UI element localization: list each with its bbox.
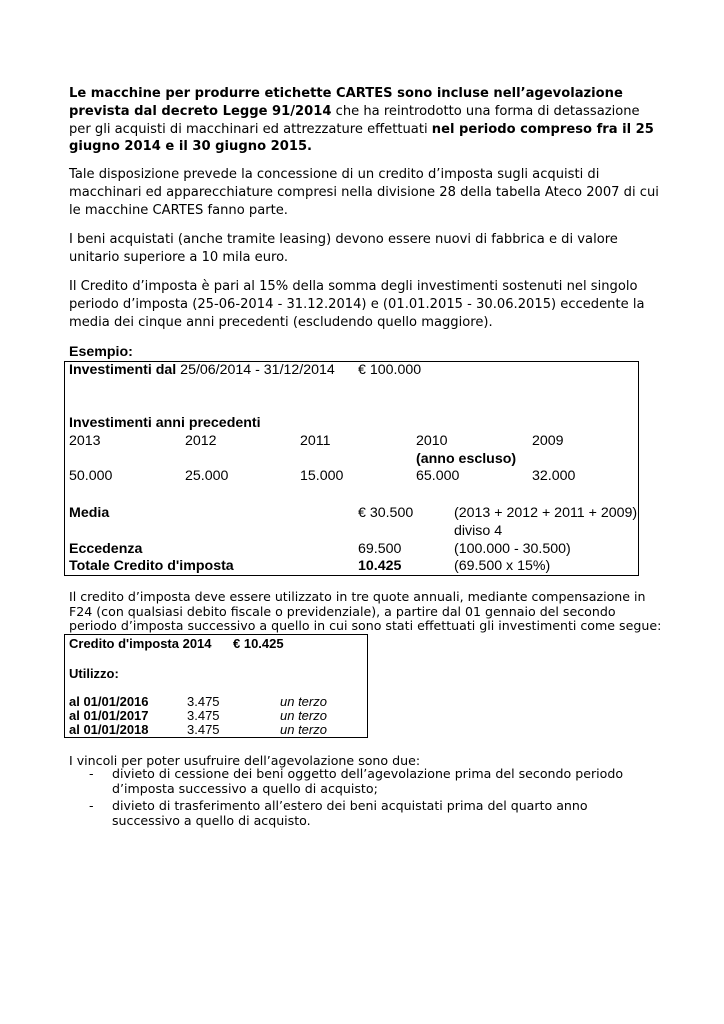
usage-amount: 3.475	[187, 708, 220, 723]
constraint-item: divieto di cessione dei beni oggetto dell’agevolazione prima del secondo periodo d’imposta successivo a quello di acquisto;	[112, 766, 624, 796]
investments-row	[69, 362, 335, 379]
usage-date: al 01/01/2016	[69, 694, 149, 709]
excluded-year-note: (anno escluso)	[416, 451, 517, 467]
bullet-dash: -	[89, 766, 94, 781]
paragraph-credito: Il Credito d’imposta è pari al 15% della somma degli investimenti sostenuti nel singolo periodo d’imposta (25-06-2014 - 31.12.2014) e (01.01.2015 - 30.06.2015) eccedente la media dei cinque anni precedenti (escludendo quello maggiore).	[69, 279, 645, 330]
year-cell: 2013	[69, 433, 101, 449]
usage-date: al 01/01/2017	[69, 708, 149, 723]
total-credit-label: Totale Credito d'imposta	[69, 558, 234, 574]
total-credit-formula: (69.500 x 15%)	[454, 558, 551, 574]
year-cell: 2012	[185, 433, 217, 449]
amount-cell: 50.000	[69, 468, 113, 484]
usage-amount: 3.475	[187, 722, 220, 737]
eccedenza-formula: (100.000 - 30.500)	[454, 541, 571, 557]
paragraph-vincoli: I vincoli per poter usufruire dell’agevolazione sono due:	[69, 753, 421, 768]
investments-period: 25/06/2014 - 31/12/2014	[176, 362, 335, 378]
media-formula: (2013 + 2012 + 2011 + 2009)	[454, 505, 638, 521]
eccedenza-label: Eccedenza	[69, 541, 143, 557]
media-value: € 30.500	[358, 505, 414, 521]
paragraph-utilizzo: Il credito d’imposta deve essere utilizzato in tre quote annuali, mediante compensazione in F24 (con qualsiasi debito fiscale o previdenziale), a partire dal 01 gennaio del secondo periodo d’imposta successivo a quello in cui sono stati effettuati gli investimenti come segue:	[69, 589, 662, 634]
media-formula-divisor: diviso 4	[454, 523, 503, 539]
usage-note: un terzo	[280, 694, 327, 709]
credit-label: Credito d'imposta 2014	[69, 636, 212, 651]
intro-bold-1: Le macchine per produrre etichette CARTES sono incluse nell’agevolazione prevista dal decreto Legge 91/2014	[69, 86, 623, 119]
investments-value: € 100.000	[358, 362, 422, 378]
eccedenza-value: 69.500	[358, 541, 402, 557]
year-cell: 2011	[300, 433, 331, 449]
intro-paragraph	[69, 85, 659, 156]
previous-years-label: Investimenti anni precedenti	[69, 415, 261, 431]
usage-date: al 01/01/2018	[69, 722, 149, 737]
amount-cell: 65.000	[416, 468, 460, 484]
usage-note: un terzo	[280, 708, 327, 723]
media-label: Media	[69, 505, 110, 521]
paragraph-beni: I beni acquistati (anche tramite leasing) devono essere nuovi di fabbrica e di valore unitario superiore a 10 mila euro.	[69, 232, 618, 265]
intro-bold-2: nel periodo compreso fra il 25 giugno 2014 e il 30 giugno 2015.	[69, 121, 654, 155]
year-cell: 2009	[532, 433, 564, 449]
usage-label: Utilizzo:	[69, 666, 119, 681]
constraint-item: divieto di trasferimento all’estero dei beni acquistati prima del quarto anno successivo a quello di acquisto.	[112, 798, 588, 828]
credit-value: € 10.425	[233, 636, 284, 651]
bullet-dash: -	[89, 798, 94, 813]
paragraph-disposizione: Tale disposizione prevede la concessione di un credito d’imposta sugli acquisti di macchinari ed apparecchiature compresi nella divisione 28 della tabella Ateco 2007 di cui le macchine CARTES fanno parte.	[69, 167, 659, 218]
usage-amount: 3.475	[187, 694, 220, 709]
total-credit-value: 10.425	[358, 558, 402, 574]
amount-cell: 15.000	[300, 468, 344, 484]
intro-text: che ha reintrodotto una forma di detassazione per gli acquisti di macchinari ed attrezzature effettuati	[69, 103, 640, 137]
year-cell: 2010	[416, 433, 448, 449]
example-title: Esempio:	[69, 344, 133, 360]
amount-cell: 25.000	[185, 468, 229, 484]
amount-cell: 32.000	[532, 468, 576, 484]
usage-note: un terzo	[280, 722, 327, 737]
investments-label: Investimenti dal	[69, 362, 177, 378]
